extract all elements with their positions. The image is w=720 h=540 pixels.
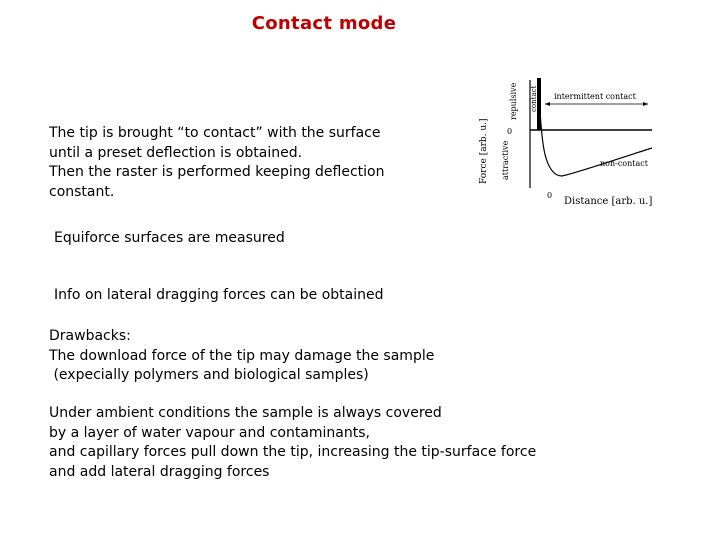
attractive-label: attractive [501,140,510,180]
intro-paragraph [49,124,384,202]
lateral-forces-text: Info on lateral dragging forces can be obtained [54,287,384,303]
zero-force-label: 0 [507,127,513,136]
slide-title: Contact mode [251,13,397,34]
equiforce-text: Equiforce surfaces are measured [54,230,285,246]
intro-line: until a preset deflection is obtained. [49,144,303,161]
repulsive-label: repulsive [509,82,518,120]
arrow-left-head [545,102,550,106]
ambient-line: and capillary forces pull down the tip, increasing the tip-surface force [49,444,537,460]
x-axis-label: Distance [arb. u.] [564,196,653,207]
y-axis-label: Force [arb. u.] [479,118,489,184]
ambient-line: by a layer of water vapour and contaminants, [49,424,370,441]
intro-line: constant. [49,183,115,200]
drawbacks-line: The download force of the tip may damage the sample [49,347,435,364]
ambient-line: and add lateral dragging forces [49,463,270,480]
drawbacks-line: (expecially polymers and biological samples) [49,367,369,383]
intro-line: The tip is brought “to contact” with the surface [49,125,381,141]
intro-line: Then the raster is performed keeping deflection [49,164,385,180]
drawbacks-paragraph [49,327,434,386]
contact-label: contact [530,85,538,112]
ambient-paragraph [49,404,536,482]
force-distance-figure [470,76,690,216]
zero-distance-label: 0 [547,191,553,200]
drawbacks-heading: Drawbacks: [49,328,131,344]
non-contact-label: non-contact [600,159,648,168]
ambient-line: Under ambient conditions the sample is always covered [49,405,442,421]
arrow-right-head [643,102,648,106]
force-distance-diagram [470,76,690,216]
intermittent-contact-label: intermittent contact [554,92,636,101]
